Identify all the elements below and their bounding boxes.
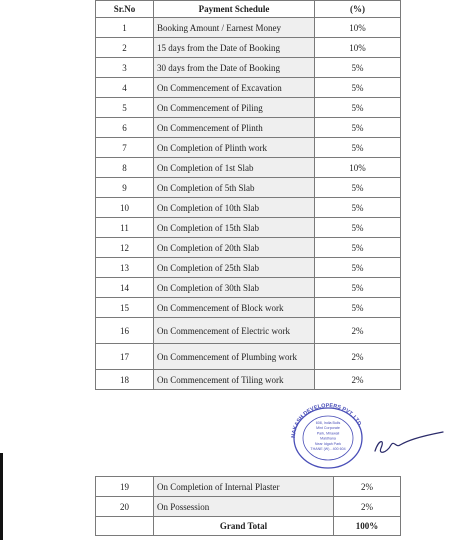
table-row bbox=[96, 38, 401, 58]
schedule-cell: On Commencement of Electric work bbox=[154, 318, 315, 344]
schedule-cell: On Possession bbox=[154, 497, 334, 517]
sr-no-cell: 15 bbox=[96, 298, 154, 318]
percent-cell: 5% bbox=[315, 238, 401, 258]
percent-cell: 5% bbox=[315, 178, 401, 198]
table-row bbox=[96, 58, 401, 78]
sr-no-cell: 9 bbox=[96, 178, 154, 198]
header-sr-no: Sr.No bbox=[96, 1, 154, 18]
schedule-cell: On Completion of 20th Slab bbox=[154, 238, 315, 258]
grand-total-row bbox=[96, 517, 401, 536]
table-row bbox=[96, 78, 401, 98]
sr-no-cell: 18 bbox=[96, 370, 154, 390]
header-payment-schedule: Payment Schedule bbox=[154, 1, 315, 18]
table-row bbox=[96, 278, 401, 298]
stamp-address-line: Near Idgah Park bbox=[314, 441, 342, 446]
scan-edge bbox=[0, 453, 3, 540]
percent-cell: 5% bbox=[315, 258, 401, 278]
percent-cell: 2% bbox=[334, 477, 401, 497]
sr-no-cell: 17 bbox=[96, 344, 154, 370]
percent-cell: 10% bbox=[315, 38, 401, 58]
percent-cell: 5% bbox=[315, 218, 401, 238]
schedule-cell: Booking Amount / Earnest Money bbox=[154, 18, 315, 38]
grand-total-percent: 100% bbox=[334, 517, 401, 536]
table-row bbox=[96, 198, 401, 218]
sr-no-cell: 4 bbox=[96, 78, 154, 98]
table-row bbox=[96, 218, 401, 238]
percent-cell: 2% bbox=[334, 497, 401, 517]
schedule-cell: On Completion of 10th Slab bbox=[154, 198, 315, 218]
percent-cell: 10% bbox=[315, 18, 401, 38]
percent-cell: 2% bbox=[315, 318, 401, 344]
sr-no-cell: 3 bbox=[96, 58, 154, 78]
table-row bbox=[96, 497, 401, 517]
signature bbox=[345, 415, 445, 465]
schedule-cell: On Commencement of Piling bbox=[154, 98, 315, 118]
schedule-cell: On Completion of 1st Slab bbox=[154, 158, 315, 178]
percent-cell: 5% bbox=[315, 78, 401, 98]
percent-cell: 5% bbox=[315, 138, 401, 158]
stamp-address-line: THANE (W) - 400 604 bbox=[310, 447, 346, 451]
percent-cell: 2% bbox=[315, 344, 401, 370]
stamp-ring-text: NAKASH DEVELOPERS PVT. LTD. bbox=[290, 403, 363, 439]
table-row bbox=[96, 238, 401, 258]
schedule-cell: On Commencement of Plinth bbox=[154, 118, 315, 138]
sr-no-cell: 7 bbox=[96, 138, 154, 158]
sr-no-cell: 10 bbox=[96, 198, 154, 218]
percent-cell: 5% bbox=[315, 98, 401, 118]
schedule-cell: 15 days from the Date of Booking bbox=[154, 38, 315, 58]
sr-no-cell: 2 bbox=[96, 38, 154, 58]
schedule-cell: On Completion of 5th Slab bbox=[154, 178, 315, 198]
schedule-cell: On Completion of Internal Plaster bbox=[154, 477, 334, 497]
sr-no-cell: 20 bbox=[96, 497, 154, 517]
percent-cell: 5% bbox=[315, 298, 401, 318]
table-row bbox=[96, 138, 401, 158]
percent-cell: 5% bbox=[315, 58, 401, 78]
table-row bbox=[96, 18, 401, 38]
sr-no-cell: 16 bbox=[96, 318, 154, 344]
table-row bbox=[96, 258, 401, 278]
percent-cell: 2% bbox=[315, 370, 401, 390]
stamp-address-line: Park, Mirawali bbox=[316, 431, 340, 436]
sr-no-cell: 5 bbox=[96, 98, 154, 118]
grand-total-label: Grand Total bbox=[154, 517, 334, 536]
payment-schedule-table bbox=[95, 0, 401, 390]
table-row bbox=[96, 298, 401, 318]
table-row bbox=[96, 344, 401, 370]
schedule-cell: On Completion of 25th Slab bbox=[154, 258, 315, 278]
payment-schedule-table-continued bbox=[95, 476, 401, 536]
schedule-cell: On Commencement of Plumbing work bbox=[154, 344, 315, 370]
table-row bbox=[96, 98, 401, 118]
sr-no-cell: 6 bbox=[96, 118, 154, 138]
table-row bbox=[96, 158, 401, 178]
stamp-address-line: Mint Corporate bbox=[316, 426, 340, 431]
table-row bbox=[96, 178, 401, 198]
schedule-cell: On Completion of 15th Slab bbox=[154, 218, 315, 238]
sr-no-cell: 11 bbox=[96, 218, 154, 238]
schedule-cell: On Completion of 30th Slab bbox=[154, 278, 315, 298]
sr-no-cell: 1 bbox=[96, 18, 154, 38]
table-row bbox=[96, 477, 401, 497]
schedule-cell: On Commencement of Block work bbox=[154, 298, 315, 318]
header-percent: (%) bbox=[315, 1, 401, 18]
schedule-cell: On Commencement of Excavation bbox=[154, 78, 315, 98]
stamp-address-line: Maldhana bbox=[320, 436, 336, 441]
table-row bbox=[96, 370, 401, 390]
sr-no-cell: 19 bbox=[96, 477, 154, 497]
stamp-address-line: 608, India Bulls bbox=[315, 421, 341, 425]
schedule-cell: On Commencement of Tiling work bbox=[154, 370, 315, 390]
sr-no-cell: 14 bbox=[96, 278, 154, 298]
sr-no-cell: 12 bbox=[96, 238, 154, 258]
percent-cell: 5% bbox=[315, 198, 401, 218]
schedule-cell: 30 days from the Date of Booking bbox=[154, 58, 315, 78]
table-row bbox=[96, 118, 401, 138]
percent-cell: 5% bbox=[315, 278, 401, 298]
percent-cell: 5% bbox=[315, 118, 401, 138]
schedule-cell: On Completion of Plinth work bbox=[154, 138, 315, 158]
sr-no-cell: 8 bbox=[96, 158, 154, 178]
sr-no-cell: 13 bbox=[96, 258, 154, 278]
table-row bbox=[96, 318, 401, 344]
percent-cell: 10% bbox=[315, 158, 401, 178]
